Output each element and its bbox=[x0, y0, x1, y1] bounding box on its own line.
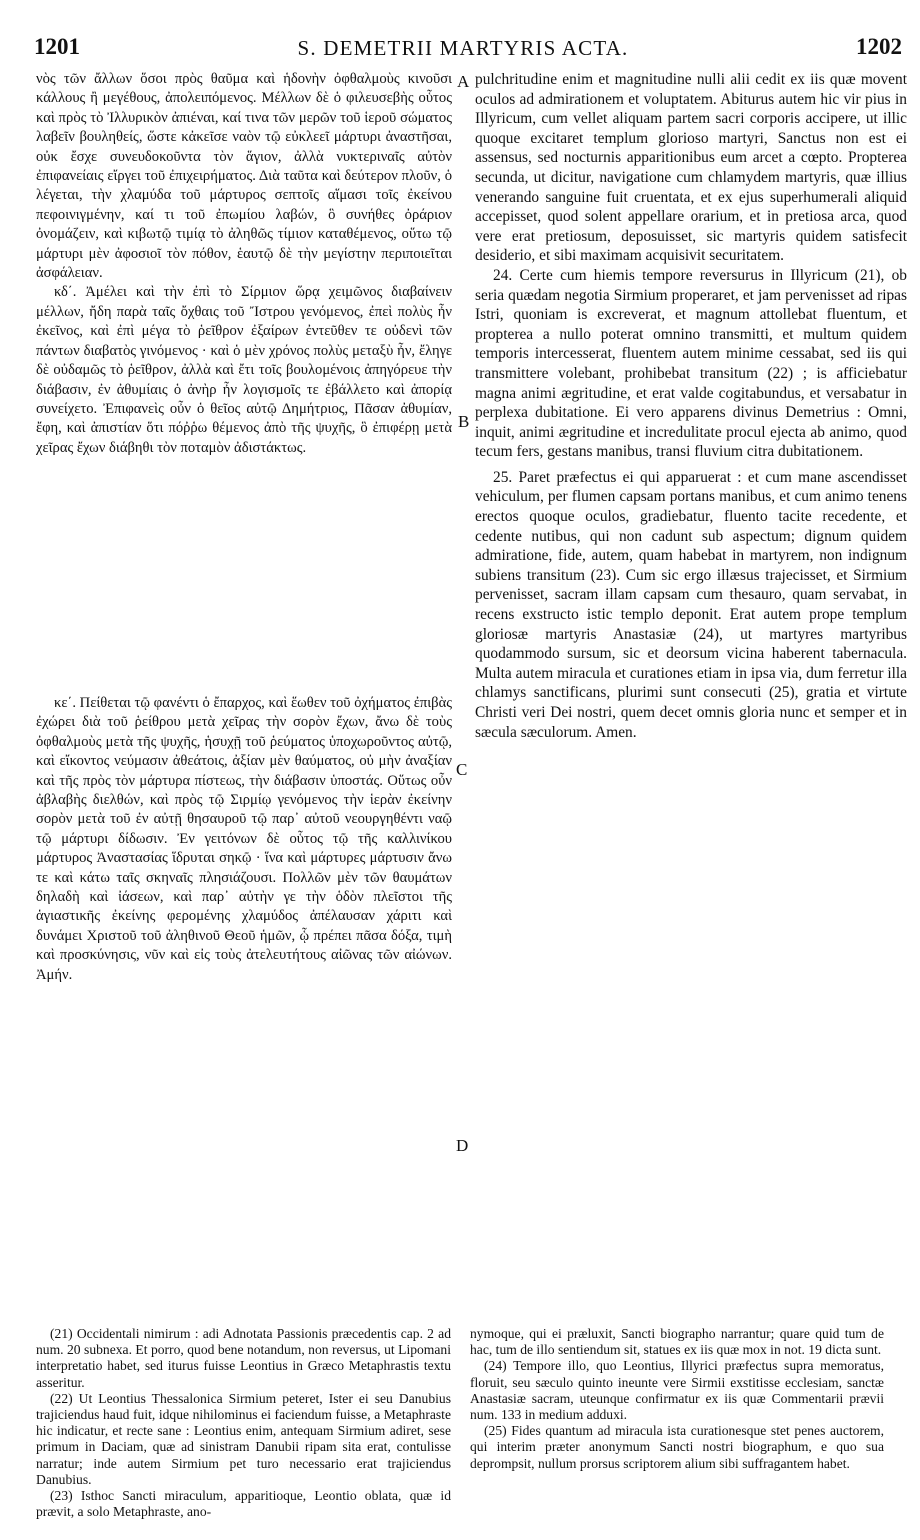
page-number-left: 1201 bbox=[34, 34, 80, 59]
footnotes-right bbox=[470, 1326, 884, 1472]
footnote-21: (21) Occidentali nimirum : adi Adnotata Passionis præcedentis cap. 2 ad num. 20 subnexa. Et porro, quod bene notandum, non reversus, ut Lipomani interpretatio habet, sed iturus fuisse Leontius in Græco Metaphrastis textu asseritur. bbox=[36, 1326, 451, 1390]
latin-paragraph-24: 24. Certe cum hiemis tempore reversurus in Illyricum (21), ob seria quædam negotia Sirmium properaret, et jam pervenisset ad ripas Istri, quoniam is excreverat, et magnum attollebat fluentum, et propterea a nullo poterat omnino transmitti, et multum quidem temporis intercesserat, fluentem autem minime cessabat, sed iis qui transmittere volebant, prohibebat transitum (22) ; is afficiebatur magna animi ægritudine, et erat valde cogitabundus, et versabatur in perplexa dubitatione. Ei vero apparens divinus Demetrius : Omni, inquit, animi ægritudine et incredulitate procul ejecta ab animo, quod tecum fers, gestans manibus, transi fluvium citra dubitationem. bbox=[475, 266, 907, 461]
greek-column-upper bbox=[36, 70, 452, 458]
margin-letter-a: A bbox=[457, 72, 470, 91]
latin-paragraph-25: 25. Paret præfectus ei qui apparuerat : et cum mane ascendisset vehiculum, per flumen capsam portans manibus, et cum animo tenens erectos quoque oculos, gradiebatur, fluento tacite recedente, et cedente nutibus, qui non cadunt sub aspectum; dignum quidem admiratione, fide, autem, quam habebat in martyrem, non indignum subiens transitum (23). Cum sic ergo illæsus trajecisset, et Sirmium pervenisset, sacram illam capsam cum thesauro, quam servabat, in recens exstructo istic templo deponit. Erat autem prope templum gloriosæ martyris Anastasiæ (24), ut martyres martyribus quodammodo sursum, sic et deorsum vicina haberent tabernacula. Multa autem miracula et curationes etiam in ipsa via, dum ferretur illa chlamys sanctificans, plurimi sunt consecuti (25), gratia et virtute Christi veri Dei nostri, quem decet omnis gloria nunc et semper et in sæcula sæculorum. Amen. bbox=[475, 468, 907, 741]
footnote-22: (22) Ut Leontius Thessalonica Sirmium peteret, Ister ei seu Danubius trajiciendus haud fuit, idque nihilominus ei faciendum fuisse, a Metaphraste hic indicatur, et recte sane : Leontius enim, antequam Sirmium adiret, sese primum in Daciam, quæ ad sinistram Danubii ripam sita erat, contulisse narratur; inde autem Sirmium pet turo necessario erat trajiciendus Danubius. bbox=[36, 1390, 451, 1487]
margin-letter-c: C bbox=[456, 760, 468, 779]
footnote-24: (24) Tempore illo, quo Leontius, Illyrici præfectus supra memoratus, floruit, seu sæculo quinto ineunte vere Sirmii exstitisse ecclesiam, sanctæ Anastasiæ sacram, uteunque confirmatur ex iis quæ Commentarii prævii num. 133 in medium adduxi. bbox=[470, 1358, 884, 1423]
footnotes-left bbox=[36, 1326, 451, 1520]
page-number-right: 1202 bbox=[856, 34, 902, 59]
running-title: S. DEMETRII MARTYRIS ACTA. bbox=[297, 36, 629, 60]
running-header bbox=[20, 34, 906, 66]
latin-paragraph-23: pulchritudine enim et magnitudine nulli alii cedit ex iis quæ movent oculos ad admirationem et voluptatem. Abiturus autem hic vir pius in Illyricum, cum vellet aliquam partem sacri corporis accipere, ut illic quoque excitaret templum glorioso martyri, Sanctus non est ei assensus, sed nocturnis apparitionibus eum arcet a cœpto. Propterea secunda, ut dicitur, navigatione cum chlamydem martyris, quæ illius venerando sanguine fuit cruentata, et ex ejus superhumerali aliquid accepisset, quod solent appellare orarium, et in pretiosa arca, quod vere erat pretiosum, deposuisset, sic martyris quidem satisfecit desiderio, et sibi maximam acquisivit securitatem. bbox=[475, 71, 907, 265]
greek-paragraph-25: κε΄. Πείθεται τῷ φανέντι ὁ ἔπαρχος, καὶ ἕωθεν τοῦ ὀχήματος ἐπιβὰς ἐχώρει διὰ τοῦ ῥείθρου μετὰ χεῖρας τὴν σορὸν ἔχων, ἄνω δὲ τοὺς ὀφθαλμοὺς μετὰ τῆς ψυχῆς, ἡσυχῇ τοῦ ῥεύματος ὑποχωροῦντος αὐτῷ, καὶ εἴκοντος νεύμασιν ἀθεάτοις, ἀξίαν μὲν θαύματος, οὐ μὴν ἀναξίαν καὶ τῆς πρὸς τὸν μάρτυρα πίστεως, τὴν διάβασιν ὑποστάς. Οὕτως οὖν ἀβλαβὴς διελθών, καὶ πρὸς τῷ Σιρμίῳ γενόμενος τὴν ἱερὰν ἐκείνην σορὸν μετὰ τοῦ ἐν αὐτῇ θησαυροῦ τῷ παρ᾽ αὐτοῦ νεουργηθέντι ναῷ τῷ μάρτυρι δίδωσιν. Ἐν γειτόνων δὲ οὗτος τῷ τῆς καλλινίκου μάρτυρος Ἀναστασίας ἵδρυται σηκῷ · ἵνα καὶ μάρτυρες μάρτυσιν ἄνω τε καὶ κάτω ταῖς σκηναῖς πλησιάζουσι. Πολλῶν μὲν τῶν θαυμάτων δηλαδὴ καὶ ἰάσεων, καὶ παρ᾽ αὐτὴν γε τὴν ὁδὸν πλεῖστοι τῆς ἁγιαστικῆς ἐκείνης φερομένης χλαμύδος ἀπέλαυσαν χάριτι καὶ δυνάμει Χριστοῦ τοῦ ἀληθινοῦ Θεοῦ ἡμῶν, ᾧ πρέπει πᾶσα δόξα, τιμὴ καὶ προσκύνησις, νῦν καὶ εἰς τοὺς ἀτελευτήτους αἰῶνας τῶν αἰώνων. Ἀμήν. bbox=[36, 695, 452, 983]
greek-paragraph-24: κδ΄. Ἀμέλει καὶ τὴν ἐπὶ τὸ Σίρμιον ὥρᾳ χειμῶνος διαβαίνειν μέλλων, ἤδη παρὰ ταῖς ὄχθαις τοῦ Ἴστρου γενόμενος, ἐπεὶ πολὺς ἦν ἐκεῖνος, καὶ ἐπὶ μέγα τὸ ῥεῖθρον ἐξαίρων ἐντεῦθεν τε οὐδενὶ τῶν πάντων διαβατὸς γινόμενος · καὶ ὁ μὲν χρόνος πολὺς μεταξὺ ἦν, ἔληγε δὲ οὐδαμῶς τὸ ῥεῖθρον, ἀλλὰ καὶ ἔτι τοῖς βουλομένοις ἀπηγόρευε τὴν διάβασιν, ἐν ἀθυμίαις ὁ ἀνὴρ ἦν λογισμοῖς τε ἐβάλλετο καὶ ἀπορίᾳ συνείχετο. Ἐπιφανεὶς οὖν ὁ θεῖος αὐτῷ Δημήτριος, Πᾶσαν ἀθυμίαν, ἔφη, καὶ ἀπιστίαν ὅτι πόῤῥω θέμενος ἀπὸ τῆς ψυχῆς, ὃ ἐπιφέρῃ μετὰ χεῖρας ἔχων διάβηθι τὸν ποταμὸν ἀδιστάκτως. bbox=[36, 284, 452, 456]
footnote-23: (23) Isthoc Sancti miraculum, apparitioque, Leontio oblata, quæ id prævit, a solo Metaphraste, ano- bbox=[36, 1488, 451, 1520]
greek-paragraph-23: νὸς τῶν ἄλλων ὅσοι πρὸς θαῦμα καὶ ἡδονὴν ὀφθαλμοὺς κινοῦσι κάλλους ἢ μεγέθους, ἀπολειπόμενος. Μέλλων δὲ ὁ φιλευσεβὴς οὗτος καὶ πρὸς τὸ Ἰλλυρικὸν ἀπιέναι, καί τινα τῶν μερῶν τοῦ ἱεροῦ σώματος λαβεῖν βουληθείς, ὥστε κἀκεῖσε ναὸν τῷ εὐκλεεῖ μάρτυρι ἀναστῆσαι, οὐκ ἔσχε συνευδοκοῦντα τὸν ἅγιον, ἀλλὰ νυκτεριναῖς αὐτὸν ἐπιφανείαις εἴργει τοῦ ἐπιχειρήματος. Διὰ ταῦτα καὶ δεύτερον πλοῦν, ὁ λέγεται, τὴν χλαμύδα τοῦ μάρτυρος σεπτοῖς αἵμασι τοῖς ἐκείνου πεφοινιγμένην, καί τι τοῦ ἐπωμίου λαβών, ὃ συνήθες ὀράριον ὀνομάζειν, καὶ κιβωτῷ τιμίᾳ τὸ ἀληθῶς τίμιον καταθέμενος, οὕτω τῷ μάρτυρι μὲν ἀφοσιοῖ τὸν πόθον, ἑαυτῷ δὲ τὴν μεγίστην περιποιεῖται ἀσφάλειαν. bbox=[36, 71, 452, 282]
footnote-25: (25) Fides quantum ad miracula ista curationesque stet penes auctorem, qui interim præter anonymum Sancti nostri biographum, e quo sua deprompsit, nullum prorsus scriptorem alium sibi suffragantem habet. bbox=[470, 1423, 884, 1471]
margin-letter-b: B bbox=[458, 412, 470, 431]
greek-column-lower bbox=[36, 694, 452, 985]
latin-column bbox=[475, 70, 907, 742]
margin-letter-d: D bbox=[456, 1136, 469, 1155]
footnote-23-continued: nymoque, qui ei præluxit, Sancti biographo narrantur; quare quid tum de hac, tum de illo sentiendum sit, statues ex iis quæ mox in not. 19 dicta sunt. bbox=[470, 1326, 884, 1358]
